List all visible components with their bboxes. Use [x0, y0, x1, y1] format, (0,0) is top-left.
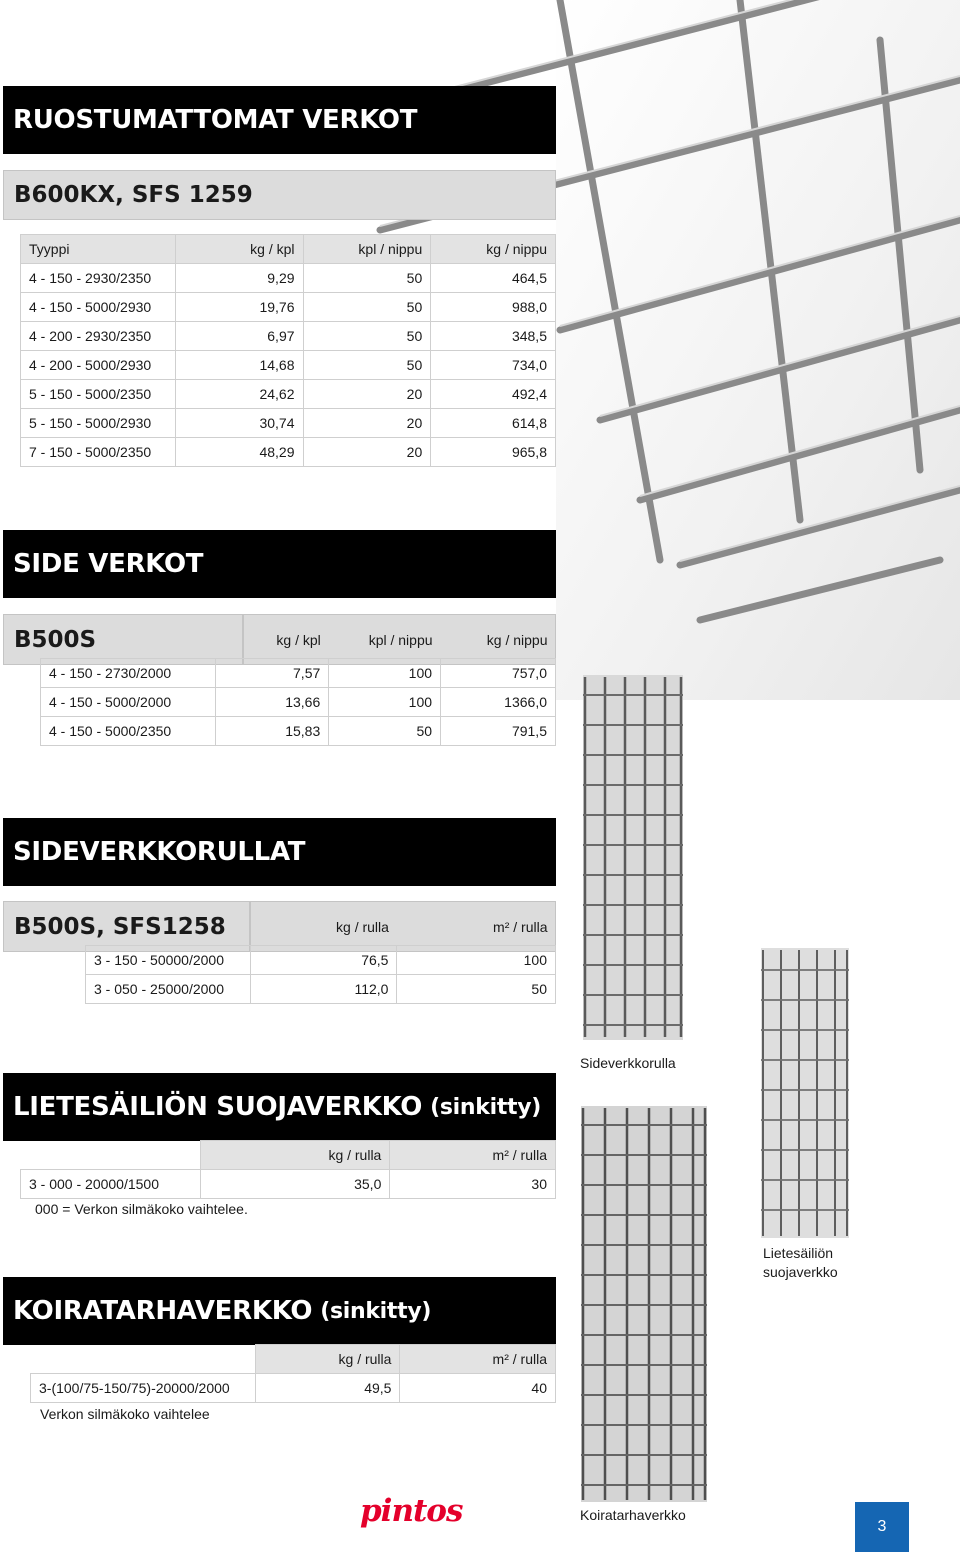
column-header: kpl / nippu	[303, 235, 431, 264]
table-cell: 3 - 050 - 25000/2000	[86, 974, 251, 1003]
column-header: kg / rulla	[336, 918, 389, 935]
section-title-koiratarhaverkko	[3, 1277, 556, 1345]
table-row	[41, 658, 556, 687]
section-title-text: KOIRATARHAVERKKO	[13, 1296, 313, 1326]
table-row	[86, 974, 556, 1003]
table-row	[21, 264, 556, 293]
subtitle-text: B600KX, SFS 1259	[14, 182, 253, 208]
table-cell: 50	[329, 716, 441, 745]
caption-line: Lietesäiliön	[763, 1245, 834, 1261]
table-cell: 48,29	[175, 438, 303, 467]
table-cell: 3-(100/75-150/75)-20000/2000	[31, 1374, 256, 1403]
table-cell: 100	[329, 658, 441, 687]
column-header: m² / rulla	[493, 918, 548, 935]
table-cell: 7,57	[216, 658, 329, 687]
sideverkkorullat-table	[85, 909, 556, 1004]
section-title-text: SIDE VERKOT	[13, 549, 204, 579]
table-row	[21, 409, 556, 438]
table-cell: 50	[303, 351, 431, 380]
column-header: kg / nippu	[431, 235, 556, 264]
caption-koiratarhaverkko: Koiratarhaverkko	[580, 1507, 686, 1523]
table-row	[21, 438, 556, 467]
table-cell: 464,5	[431, 264, 556, 293]
mesh-roll-photo-1	[575, 665, 690, 1045]
column-header: kpl / nippu	[368, 631, 433, 648]
table-cell: 4 - 150 - 5000/2350	[41, 716, 216, 745]
table-cell: 20	[303, 380, 431, 409]
section-title-text: LIETESÄILIÖN SUOJAVERKKO	[13, 1092, 423, 1122]
column-header: m² / rulla	[400, 1345, 556, 1374]
table-cell: 5 - 150 - 5000/2350	[21, 380, 176, 409]
koiratarhaverkko-note: Verkon silmäkoko vaihtelee	[40, 1406, 210, 1422]
table-cell: 791,5	[441, 716, 556, 745]
table-cell: 5 - 150 - 5000/2930	[21, 409, 176, 438]
table-row	[21, 1170, 556, 1199]
table-cell: 988,0	[431, 293, 556, 322]
table-cell: 6,97	[175, 322, 303, 351]
koiratarhaverkko-table	[30, 1344, 556, 1403]
mesh-roll-photo-2	[755, 940, 855, 1240]
table-cell: 4 - 200 - 2930/2350	[21, 322, 176, 351]
table-header-row	[21, 1141, 556, 1170]
table-cell: 20	[303, 438, 431, 467]
table-cell: 14,68	[175, 351, 303, 380]
column-header: Tyyppi	[21, 235, 176, 264]
table-cell: 348,5	[431, 322, 556, 351]
table-cell: 3 - 150 - 50000/2000	[86, 945, 251, 974]
column-header: kg / rulla	[255, 1345, 400, 1374]
section-title-lietesailion	[3, 1073, 556, 1141]
table-header-row	[86, 909, 556, 945]
lietesailion-note: 000 = Verkon silmäkoko vaihtelee.	[35, 1201, 248, 1217]
table-row	[21, 380, 556, 409]
table-cell: 1366,0	[441, 687, 556, 716]
table-row	[21, 293, 556, 322]
table-row	[21, 322, 556, 351]
column-header: kg / rulla	[200, 1141, 390, 1170]
caption-sideverkkorulla: Sideverkkorulla	[580, 1055, 676, 1071]
table-cell: 3 - 000 - 20000/1500	[21, 1170, 201, 1199]
page-number-badge: 3	[855, 1502, 909, 1552]
table-row	[21, 351, 556, 380]
table-cell: 100	[329, 687, 441, 716]
column-header: kg / nippu	[486, 631, 548, 648]
table-cell: 4 - 200 - 5000/2930	[21, 351, 176, 380]
table-row	[31, 1374, 556, 1403]
section-title-suffix: (sinkitty)	[320, 1298, 432, 1324]
column-header: m² / rulla	[390, 1141, 556, 1170]
table-cell: 734,0	[431, 351, 556, 380]
table-cell: 4 - 150 - 5000/2930	[21, 293, 176, 322]
column-header: kg / kpl	[276, 631, 321, 648]
table-row	[41, 716, 556, 745]
b600kx-table	[20, 234, 556, 467]
table-cell: 76,5	[250, 945, 397, 974]
table-cell: 965,8	[431, 438, 556, 467]
table-row	[41, 687, 556, 716]
table-cell: 9,29	[175, 264, 303, 293]
mesh-roll-photo-3	[575, 1100, 715, 1505]
table-cell: 19,76	[175, 293, 303, 322]
table-header-row	[21, 235, 556, 264]
table-cell: 30,74	[175, 409, 303, 438]
section-subtitle-b600kx	[3, 170, 556, 220]
table-cell: 4 - 150 - 2730/2000	[41, 658, 216, 687]
caption-line: suojaverkko	[763, 1264, 838, 1280]
lietesailion-table	[20, 1140, 556, 1199]
section-title-suffix: (sinkitty)	[430, 1094, 542, 1120]
table-cell: 30	[390, 1170, 556, 1199]
section-title-sideverkkorullat	[3, 818, 556, 886]
table-cell: 7 - 150 - 5000/2350	[21, 438, 176, 467]
table-cell: 49,5	[255, 1374, 400, 1403]
table-cell: 40	[400, 1374, 556, 1403]
section-title-text: SIDEVERKKORULLAT	[13, 837, 306, 867]
table-cell: 4 - 150 - 2930/2350	[21, 264, 176, 293]
table-cell: 24,62	[175, 380, 303, 409]
b500s-table	[40, 622, 556, 746]
table-cell: 492,4	[431, 380, 556, 409]
section-title-side-verkot	[3, 530, 556, 598]
table-header-row	[41, 622, 556, 658]
subtitle-text: B500S, SFS1258	[14, 913, 226, 940]
table-cell: 20	[303, 409, 431, 438]
table-cell: 15,83	[216, 716, 329, 745]
table-cell: 13,66	[216, 687, 329, 716]
section-title-ruostumattomat	[3, 86, 556, 154]
table-cell: 50	[397, 974, 556, 1003]
table-cell: 50	[303, 322, 431, 351]
table-cell: 4 - 150 - 5000/2000	[41, 687, 216, 716]
table-cell: 50	[303, 264, 431, 293]
column-header: kg / kpl	[175, 235, 303, 264]
caption-lietesailion	[763, 1244, 838, 1282]
pintos-logo: pintos	[360, 1493, 463, 1529]
table-cell: 757,0	[441, 658, 556, 687]
table-cell: 614,8	[431, 409, 556, 438]
table-cell: 35,0	[200, 1170, 390, 1199]
table-cell: 50	[303, 293, 431, 322]
table-header-row	[31, 1345, 556, 1374]
section-title-text: RUOSTUMATTOMAT VERKOT	[13, 105, 418, 135]
subtitle-text: B500S	[14, 626, 97, 653]
table-row	[86, 945, 556, 974]
table-cell: 112,0	[250, 974, 397, 1003]
table-cell: 100	[397, 945, 556, 974]
